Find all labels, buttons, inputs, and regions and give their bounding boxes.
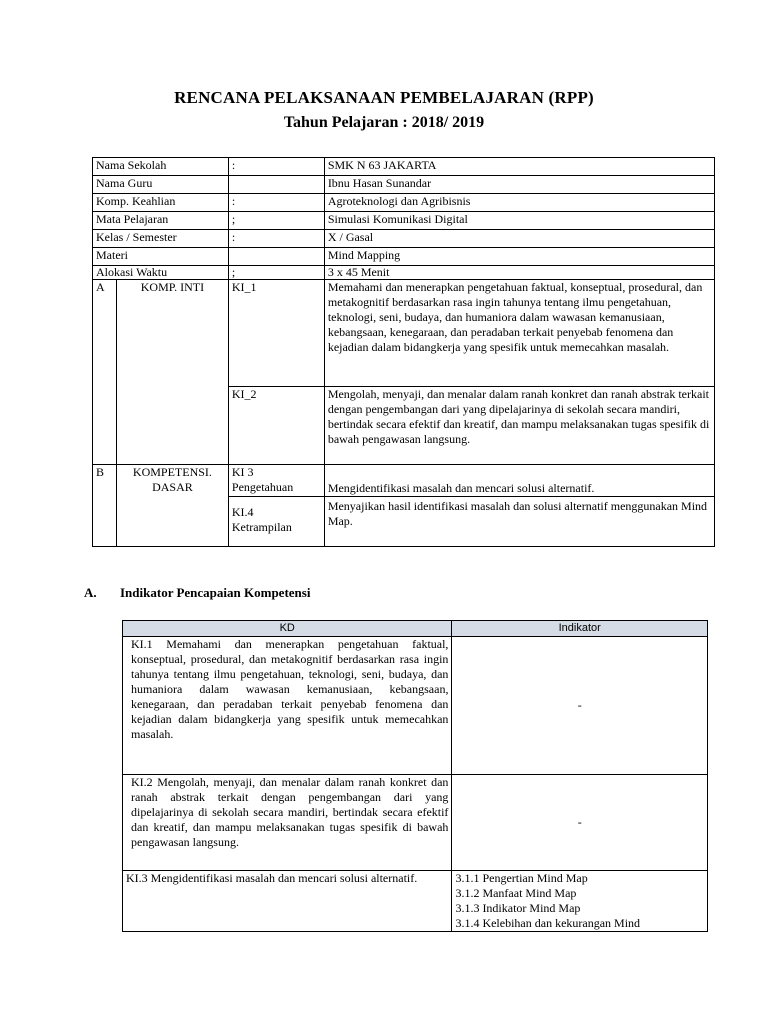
info-label: Kelas / Semester (93, 230, 229, 248)
indicator-header-row (123, 621, 708, 637)
kd-cell: KI.3 Mengidentifikasi masalah dan mencari solusi alternatif. (123, 871, 452, 932)
info-row (93, 230, 715, 248)
section-letter: A (93, 280, 117, 465)
indicator-item: 3.1.4 Kelebihan dan kekurangan Mind (455, 916, 641, 930)
indicator-item: 3.1.1 Pengertian Mind Map (455, 871, 588, 885)
section-label: KOMP. INTI (116, 280, 228, 465)
info-separator: : (228, 158, 324, 176)
kd-row (93, 465, 715, 497)
kd-code-line: Pengetahuan (231, 480, 294, 494)
ki-text: Memahami dan menerapkan pengetahuan faktual, konseptual, prosedural, dan metakognitif berdasarkan rasa ingin tahunya tentang ilmu pengetahuan, teknologi, seni, budaya, dan humaniora dalam wawasan kemanusiaan, kebangsaan, kenegaraan, dan peradaban terkait penyebab fenomena dan kejadian dalam bidangkerja yang spesifik untuk memecahkan masalah. (324, 280, 714, 387)
section-label-line: DASAR (152, 480, 193, 494)
indicator-cell: - (452, 775, 708, 871)
indicator-table (122, 620, 708, 932)
info-label: Materi (93, 248, 229, 266)
kd-code-line: Ketrampilan (231, 520, 292, 534)
info-separator: : (228, 230, 324, 248)
info-row (93, 266, 715, 280)
info-label: Nama Sekolah (93, 158, 229, 176)
info-value: SMK N 63 JAKARTA (324, 158, 714, 176)
indicator-row (123, 871, 708, 932)
section-title: Indikator Pencapaian Kompetensi (120, 585, 311, 600)
info-separator (228, 248, 324, 266)
section-label-line: KOMPETENSI. (132, 465, 212, 479)
info-separator (228, 176, 324, 194)
kd-text: Menyajikan hasil identifikasi masalah dan solusi alternatif menggunakan Mind Map. (324, 497, 714, 547)
info-separator: ; (228, 212, 324, 230)
info-value: Mind Mapping (324, 248, 714, 266)
indicator-cell: - (452, 637, 708, 775)
ki-text: Mengolah, menyaji, dan menalar dalam ranah konkret dan ranah abstrak terkait dengan pengembangan dari yang dipelajarinya di sekolah secara mandiri, bertindak secara efektif dan kreatif, dan mampu melaksanakan tugas spesifik di bawah pengawasan langsung. (324, 387, 714, 465)
info-label: Alokasi Waktu (93, 266, 229, 280)
section-label (116, 465, 228, 547)
info-row (93, 248, 715, 266)
indicator-column-header: Indikator (452, 621, 708, 637)
indicator-cell (452, 871, 708, 932)
document-subtitle: Tahun Pelajaran : 2018/ 2019 (283, 114, 485, 131)
info-row (93, 194, 715, 212)
ki-code: KI_1 (228, 280, 324, 387)
kd-text: Mengidentifikasi masalah dan mencari solusi alternatif. (324, 465, 714, 497)
info-value: Simulasi Komunikasi Digital (324, 212, 714, 230)
info-label: Mata Pelajaran (93, 212, 229, 230)
info-row (93, 176, 715, 194)
identity-table (92, 157, 715, 547)
info-value: Ibnu Hasan Sunandar (324, 176, 714, 194)
kd-column-header: KD (123, 621, 452, 637)
info-separator: ; (228, 266, 324, 280)
indicator-item: 3.1.3 Indikator Mind Map (455, 901, 581, 915)
ki-row (93, 280, 715, 387)
info-row (93, 158, 715, 176)
info-label: Komp. Keahlian (93, 194, 229, 212)
info-label: Nama Guru (93, 176, 229, 194)
info-value: 3 x 45 Menit (324, 266, 714, 280)
section-heading (84, 585, 310, 601)
kd-cell: KI.1 Memahami dan menerapkan pengetahuan faktual, konseptual, prosedural, dan metakognitif berdasarkan rasa ingin tahunya tentang ilmu pengetahuan, teknologi, seni, budaya, dan humaniora dalam wawasan kemanusiaan, kebangsaan, kenegaraan, dan peradaban terkait penyebab fenomena dan kejadian dalam bidangkerja yang spesifik untuk memecahkan masalah. (123, 637, 452, 775)
section-number: A. (84, 585, 97, 600)
info-separator: : (228, 194, 324, 212)
kd-code-line: KI.4 (231, 505, 254, 519)
section-letter: B (93, 465, 117, 547)
indicator-item: 3.1.2 Manfaat Mind Map (455, 886, 577, 900)
document-title: RENCANA PELAKSANAAN PEMBELAJARAN (RPP) (174, 88, 594, 107)
info-value: X / Gasal (324, 230, 714, 248)
kd-code-line: KI 3 (231, 465, 254, 479)
info-value: Agroteknologi dan Agribisnis (324, 194, 714, 212)
kd-code (228, 465, 324, 497)
kd-cell: KI.2 Mengolah, menyaji, dan menalar dalam ranah konkret dan ranah abstrak terkait dengan pengembangan dari yang dipelajarinya di sekolah secara mandiri, bertindak secara efektif dan kreatif, dan mampu melaksanakan tugas spesifik di bawah pengawasan langsung. (123, 775, 452, 871)
kd-code (228, 497, 324, 547)
indicator-row (123, 775, 708, 871)
indicator-row (123, 637, 708, 775)
info-row (93, 212, 715, 230)
ki-code: KI_2 (228, 387, 324, 465)
